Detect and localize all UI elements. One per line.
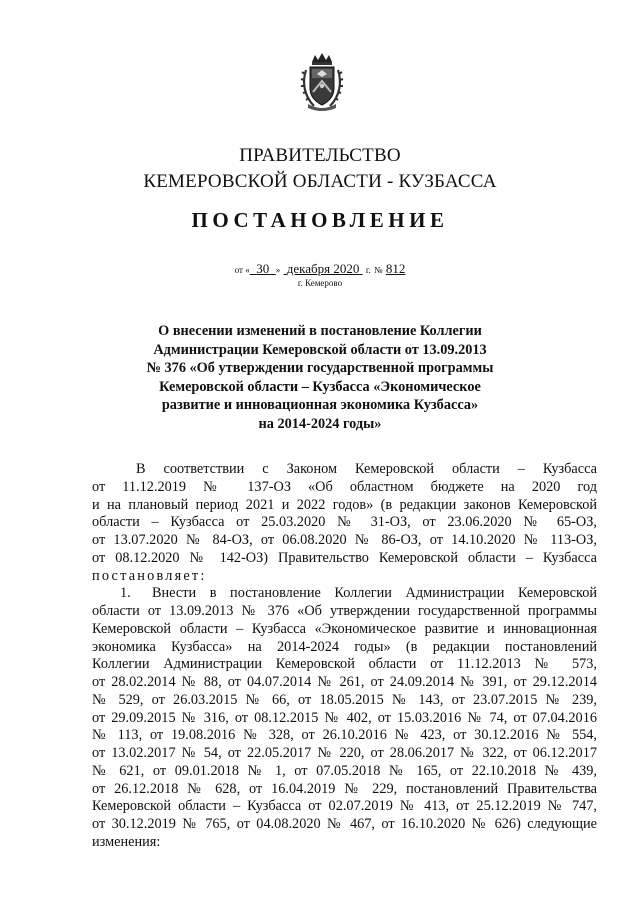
- document-type: ПОСТАНОВЛЕНИЕ: [191, 208, 449, 232]
- body-line: области – Кузбасса от 25.03.2020 № 31-ОЗ, от 23.06.2020 № 65-ОЗ,: [92, 514, 597, 531]
- title-line: О внесении изменений в постановление Коллегии: [158, 323, 482, 339]
- title-line: № 376 «Об утверждении государственной программы: [146, 360, 494, 376]
- date-year-suffix: г.: [365, 265, 371, 275]
- title-line: на 2014-2024 годы»: [258, 415, 382, 432]
- coat-of-arms-icon: [300, 52, 344, 112]
- place-of-issue: г. Кемерово: [297, 278, 343, 288]
- body-line: Кемеровской области – Кузбасса от 02.07.2019 № 413, от 25.12.2019 № 747,: [92, 798, 597, 815]
- body-line: от 26.12.2018 № 628, от 16.04.2019 № 229, постановлений Правительства: [92, 780, 597, 797]
- body-line: экономика Кузбасса» на 2014-2024 годы» (в редакции постановлений: [92, 638, 597, 655]
- government-name-line1: ПРАВИТЕЛЬСТВО: [239, 145, 401, 166]
- body-line: № 113, от 19.08.2016 № 328, от 26.10.2016 № 423, от 30.12.2016 № 554,: [92, 727, 597, 744]
- body-line: от 28.02.2014 № 88, от 04.07.2014 № 261, от 24.09.2014 № 391, от 29.12.2014: [92, 674, 597, 690]
- body-line: от 30.12.2019 № 765, от 04.08.2020 № 467, от 16.10.2020 № 626) следующие: [92, 816, 597, 832]
- body-line: № 621, от 09.01.2018 № 1, от 07.05.2018 № 165, от 22.10.2018 № 439,: [92, 762, 597, 779]
- body-line: от 13.07.2020 № 84-ОЗ, от 06.08.2020 № 86-ОЗ, от 14.10.2020 № 113-ОЗ,: [92, 532, 597, 548]
- body-line: изменения:: [92, 833, 161, 850]
- government-name-line2: КЕМЕРОВСКОЙ ОБЛАСТИ - КУЗБАССА: [143, 171, 497, 192]
- item-1-first-line: [92, 585, 597, 603]
- date-mid: »: [275, 265, 281, 275]
- body-line: области от 13.09.2013 № 376 «Об утверждении государственной программы: [92, 603, 597, 619]
- resolves-word: постановляет:: [92, 567, 207, 584]
- date-month-year: декабря 2020: [286, 261, 360, 276]
- document-body: [92, 461, 597, 852]
- item-1-text: Внести в постановление Коллегии Администрации Кемеровской: [152, 585, 597, 602]
- body-line: от 29.09.2015 № 316, от 08.12.2015 № 402, от 15.03.2016 № 74, от 07.04.2016: [92, 709, 597, 726]
- body-line: [92, 568, 597, 586]
- item-1-number: 1.: [120, 585, 131, 602]
- title-line: Кемеровской области – Кузбасса «Экономическое: [159, 378, 481, 395]
- body-line: В соответствии с Законом Кемеровской области – Кузбасса: [136, 461, 597, 477]
- body-line: от 11.12.2019 № 137-ОЗ «Об областном бюджете на 2020 год: [92, 478, 597, 495]
- document-title: [110, 322, 530, 433]
- document-number: 812: [385, 261, 406, 276]
- body-line: Коллегии Администрации Кемеровской области от 11.12.2013 № 573,: [92, 656, 597, 673]
- body-line: № 529, от 26.03.2015 № 66, от 18.05.2015 № 143, от 23.07.2015 № 239,: [92, 691, 597, 708]
- number-sign: №: [374, 265, 383, 275]
- date-number-line: [0, 261, 640, 277]
- title-line: развитие и инновационная экономика Кузбасса»: [161, 397, 479, 413]
- body-line: от 08.12.2020 № 142-ОЗ) Правительство Кемеровской области – Кузбасса: [92, 549, 597, 566]
- date-day: 30: [256, 261, 270, 276]
- body-line: от 13.02.2017 № 54, от 22.05.2017 № 220, от 28.06.2017 № 322, от 06.12.2017: [92, 745, 597, 761]
- body-line: Кемеровской области – Кузбасса «Экономическое развитие и инновационная: [92, 620, 597, 637]
- body-line: и на плановый период 2021 и 2022 годов» (в редакции законов Кемеровской: [92, 496, 597, 513]
- date-prefix: от «: [234, 265, 250, 275]
- title-line: Администрации Кемеровской области от 13.09.2013: [153, 341, 487, 358]
